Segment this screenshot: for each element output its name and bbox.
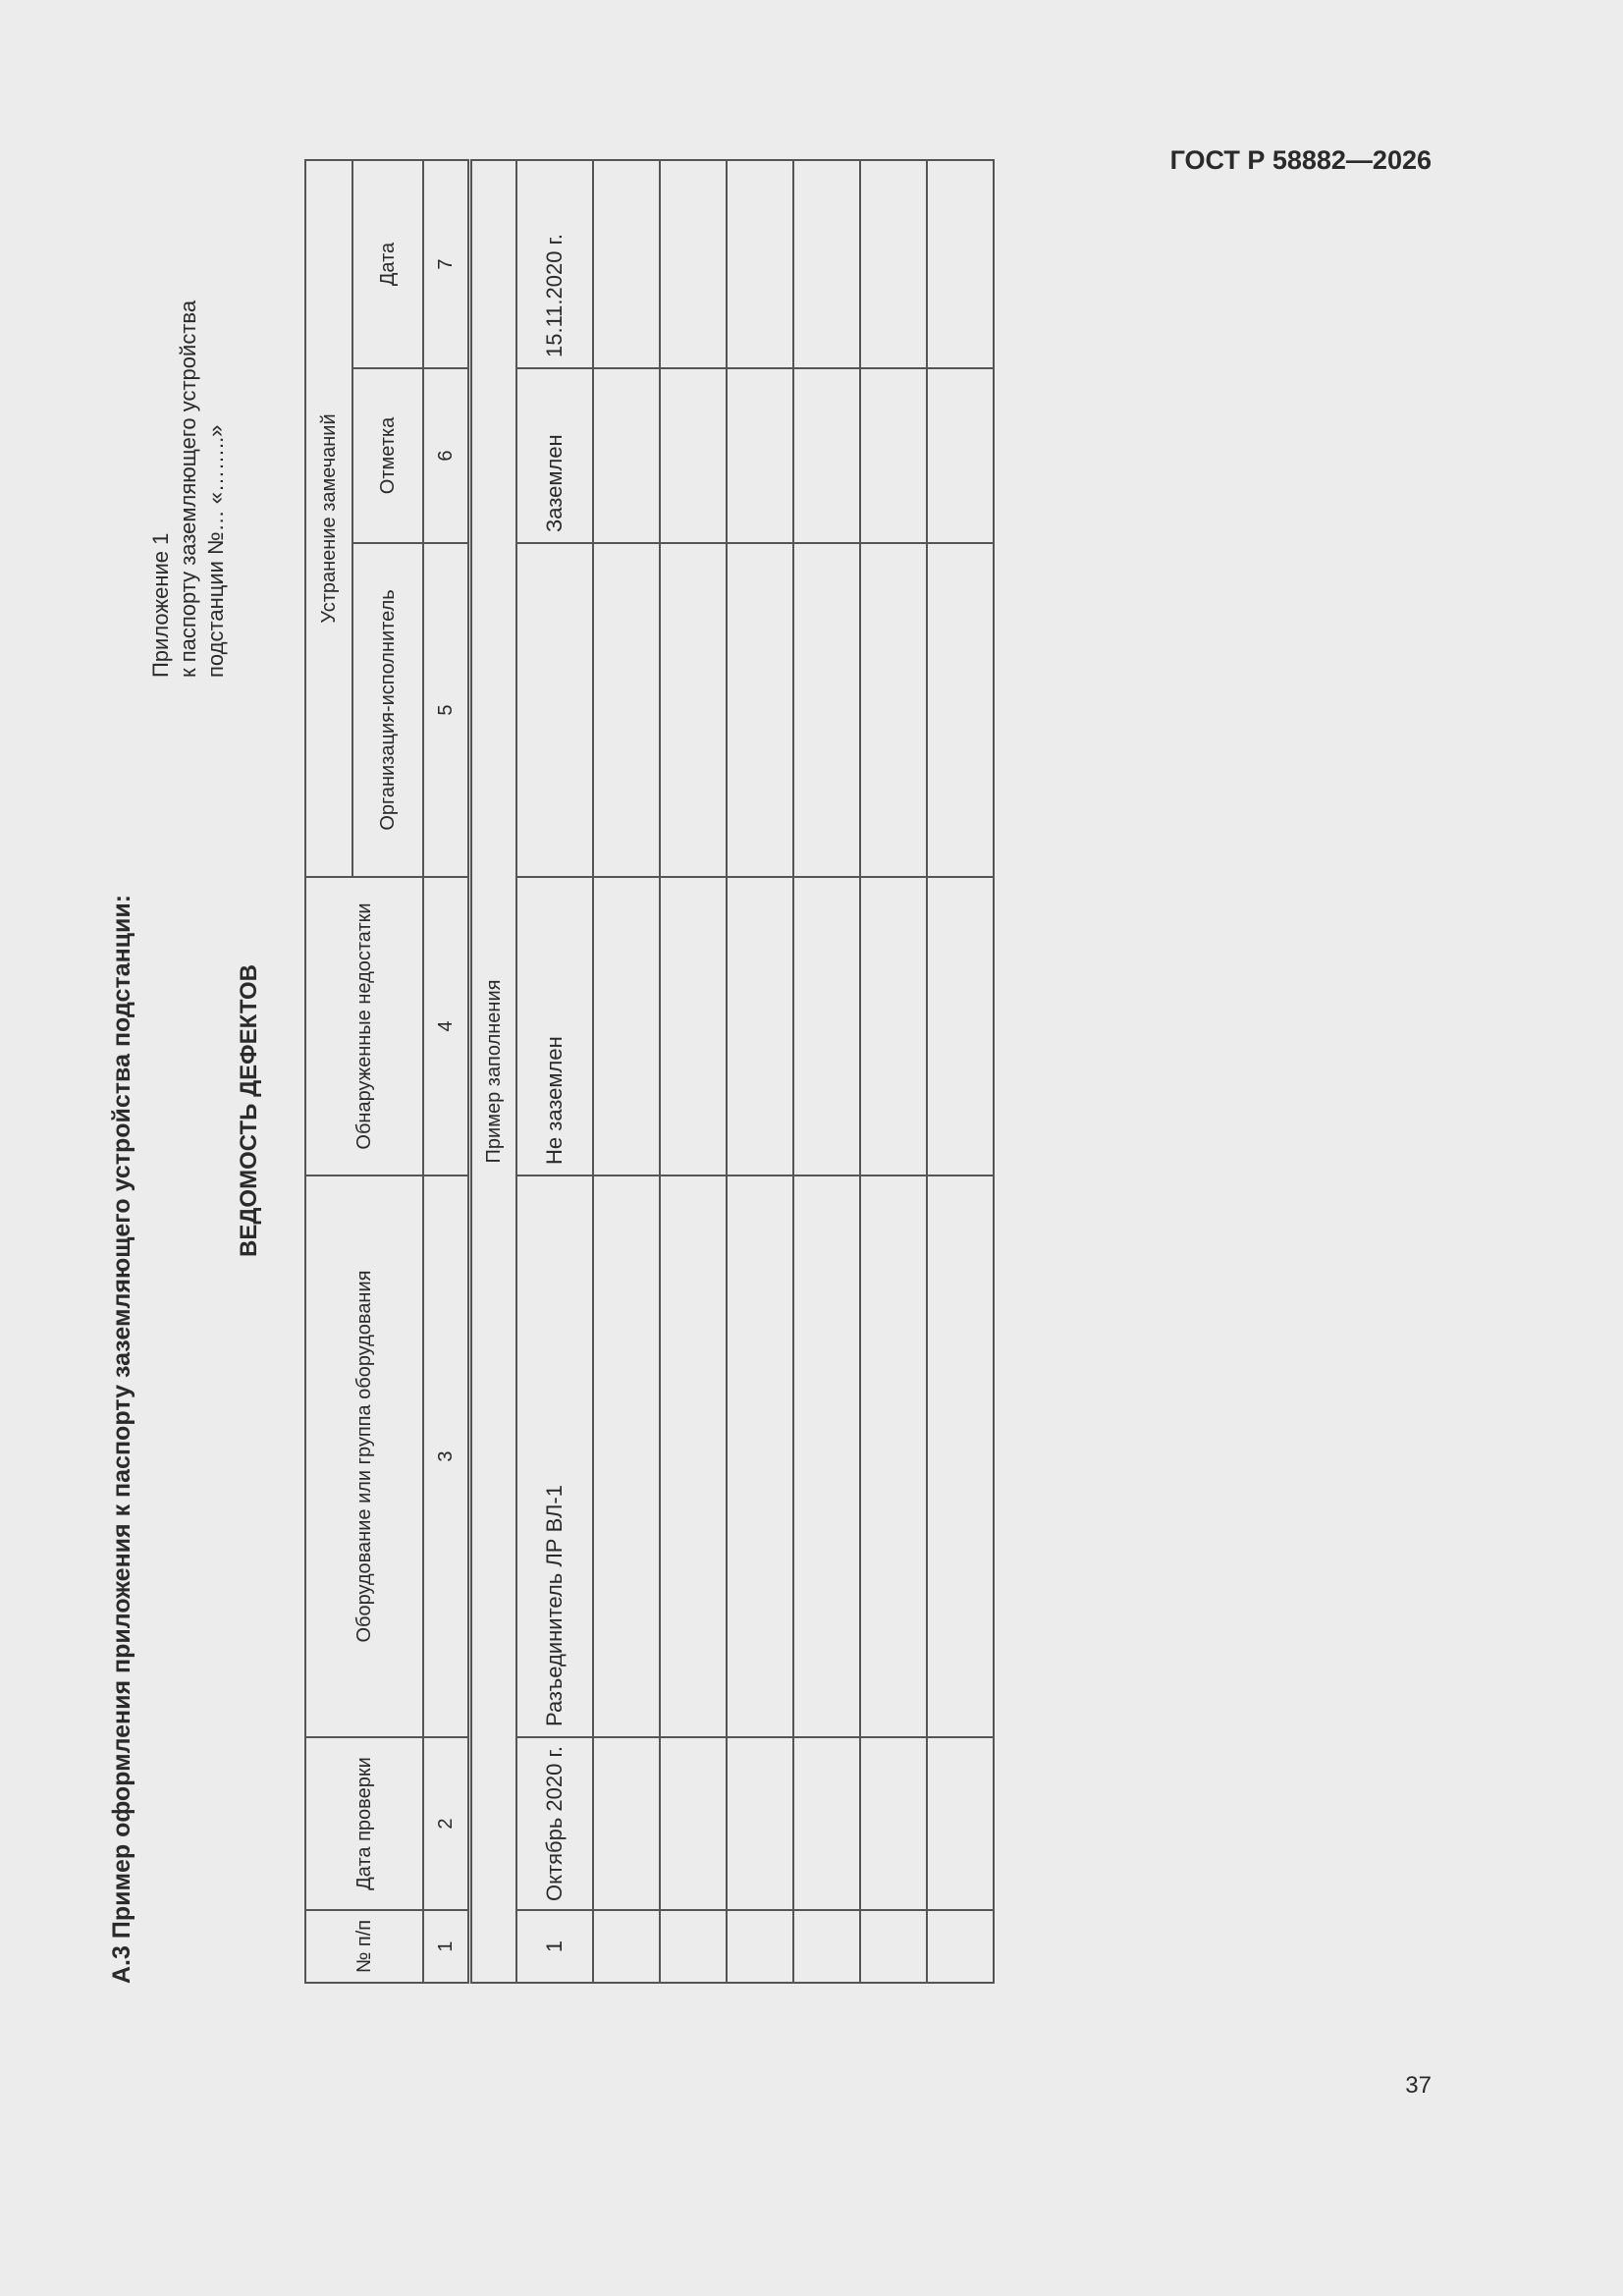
col-number: 7 [423,160,470,368]
header-org: Организация-исполнитель [352,543,423,877]
table-row [593,160,660,1983]
defects-table [304,159,995,1984]
table-row [793,160,860,1983]
header-defects: Обнаруженные недостатки [305,877,423,1175]
table-row [860,160,927,1983]
header-num: № п/п [305,1910,423,1983]
header-mark: Отметка [352,368,423,543]
page-number: 37 [1405,2072,1432,2099]
table-row [516,160,593,1983]
appendix-line-1: Приложение 1 [148,532,173,678]
cell-org [516,543,593,877]
col-number: 2 [423,1737,470,1910]
cell-date: 15.11.2020 г. [516,160,593,368]
table-row [727,160,793,1983]
section-title: А.3 Пример оформления приложения к паспорту заземляющего устройства подстанции: [108,894,135,1984]
header-equipment: Оборудование или группа оборудования [305,1175,423,1737]
standard-header: ГОСТ Р 58882—2026 [1169,145,1432,175]
cell-num: 1 [516,1910,593,1983]
rotated-content [108,130,1129,1984]
col-number: 3 [423,1175,470,1737]
cell-equipment: Разъединитель ЛР ВЛ-1 [516,1175,593,1737]
cell-defects: Не заземлен [516,877,593,1175]
document-title: ВЕДОМОСТЬ ДЕФЕКТОВ [236,964,262,1257]
col-number: 6 [423,368,470,543]
table-row [660,160,727,1983]
col-number: 1 [423,1910,470,1983]
table-row [927,160,994,1983]
cell-mark: Заземлен [516,368,593,543]
example-label: Пример заполнения [470,160,517,1983]
cell-date-check: Октябрь 2020 г. [516,1737,593,1910]
appendix-note [147,246,230,678]
header-date: Дата [352,160,423,368]
header-fix-group: Устранение замечаний [305,160,352,877]
col-number: 4 [423,877,470,1175]
appendix-line-3: подстанции №… «……..» [203,424,228,678]
header-date-check: Дата проверки [305,1737,423,1910]
appendix-line-2: к паспорту заземляющего устройства [176,300,200,678]
col-number: 5 [423,543,470,877]
